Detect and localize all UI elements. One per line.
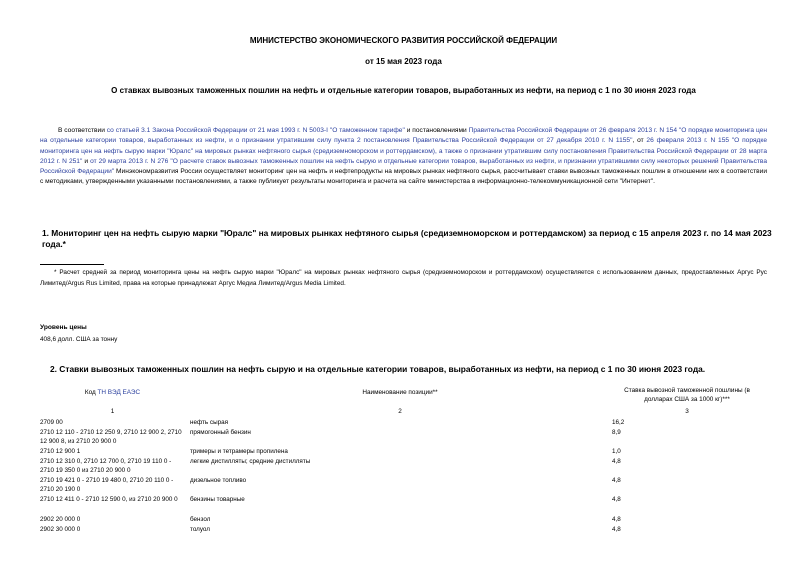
- row-2-name: прямогонный бензин: [190, 429, 251, 436]
- row-6-name: бензины товарные: [190, 496, 245, 503]
- law-link[interactable]: со статьей 3.1 Закона Российской Федерации от 21 мая 1993 г. N 5003-I "О таможенном тарифе": [106, 127, 405, 134]
- row-1-name: нефть сырая: [190, 419, 229, 426]
- intro-text-2: и постановлениями: [404, 127, 469, 134]
- col-number-3: 3: [685, 408, 689, 415]
- footnote: * Расчет средней за период мониторинга цены на нефть сырую марки "Юралс" на мировых рынках нефтяного сырья (средиземноморском и роттердамском) осуществляется с использованием данных, предоставленных Аргус Рус Лимитед/Argus Rus Limited, права на которые принадлежат Аргус Медиа Лимитед/Argus Media Limited.: [40, 269, 767, 287]
- document-date: от 15 мая 2023 года: [365, 57, 442, 66]
- intro-text-3: , от: [632, 137, 647, 145]
- row-2-rate: 8,9: [612, 429, 621, 436]
- col-number-2: 2: [398, 408, 402, 415]
- row-2-code: 2710 12 110 - 2710 12 250 9, 2710 12 900 2, 2710 12 900 8, из 2710 20 900 0: [40, 429, 182, 445]
- row-1-code: 2709 00: [40, 419, 63, 426]
- col-number-1: 1: [110, 408, 115, 415]
- row-3-name: тримеры и тетрамеры пропилена: [190, 448, 288, 455]
- row-4-rate: 4,8: [612, 458, 621, 465]
- resolution-276-link[interactable]: от 29 марта 2013 г. N 276 "О расчете ставок вывозных таможенных пошлин на нефть сырую и отдельные категории товаров, выработанных из нефти, и признании утратившими силу некоторых решений Правительства Российской Федерации": [40, 157, 767, 176]
- resolution-154-link[interactable]: Правительства Российской Федерации от 26 февраля 2013 г. N 154 "О порядке мониторинга цен на отдельные категории товаров, выработанных из нефти, и о признании утратившим силу пункта 2 постановления Правительства Российской Федерации от 27 декабря 2010 г. N 1155": [40, 127, 767, 145]
- section-2-heading: 2. Ставки вывозных таможенных пошлин на нефть сырую и на отдельные категории товаров, выработанных из нефти, на период с 1 по 30 июня 2023 года.: [50, 364, 706, 374]
- row-6-rate: 4,8: [612, 496, 621, 503]
- row-3-code: 2710 12 900 1: [40, 448, 81, 455]
- row-5-rate: 4,8: [612, 477, 621, 484]
- row-7-name: бензол: [190, 516, 211, 523]
- col-header-code-prefix: Код: [84, 389, 98, 396]
- footnote-divider: [40, 264, 104, 265]
- col-header-name: Наименование позиции**: [362, 389, 438, 396]
- document-title: О ставках вывозных таможенных пошлин на нефть и отдельные категории товаров, выработанных из нефти, на период с 1 по 30 июня 2023 года: [111, 86, 696, 95]
- tn-ved-link[interactable]: ТН ВЭД ЕАЭС: [97, 389, 141, 396]
- row-1-rate: 16,2: [612, 419, 625, 426]
- ministry-title: МИНИСТЕРСТВО ЭКОНОМИЧЕСКОГО РАЗВИТИЯ РОССИЙСКОЙ ФЕДЕРАЦИИ: [249, 36, 558, 45]
- row-8-rate: 4,8: [612, 526, 621, 533]
- intro-text-1: В соответствии: [58, 127, 107, 134]
- row-5-name: дизельное топливо: [190, 477, 247, 484]
- intro-paragraph: [40, 126, 767, 188]
- row-3-rate: 1,0: [612, 448, 621, 455]
- row-8-code: 2902 30 000 0: [40, 526, 81, 533]
- row-4-name: легкие дистилляты; средние дистилляты: [190, 458, 311, 465]
- intro-text-5: Минэкономразвития России осуществляет мониторинг цен на нефть и нефтепродукты на мировых рынках нефтяного сырья, рассчитывает ставки вывозных таможенных пошлин в отношении них в соответствии с методиками, утвержденными указанными постановлениями, а также публикует результаты мониторинга и расчета на сайте министерства в информационно-телекоммуникационной сети "Интернет".: [40, 168, 768, 186]
- row-7-rate: 4,8: [612, 516, 621, 523]
- section-1-heading: 1. Мониторинг цен на нефть сырую марки "Юралс" на мировых рынках нефтяного сырья (средиземноморском и роттердамском) за период с 15 апреля 2023 г. по 14 мая 2023 года.*: [42, 228, 772, 249]
- col-header-rate: Ставка вывозной таможенной пошлины (в долларах США за 1000 кг)***: [624, 387, 750, 403]
- row-8-name: толуол: [190, 526, 210, 533]
- row-5-code: 2710 19 421 0 - 2710 19 480 0, 2710 20 110 0 - 2710 20 190 0: [40, 477, 174, 493]
- price-level-value: 408,6 долл. США за тонну: [40, 336, 118, 343]
- row-6-code: 2710 12 411 0 - 2710 12 590 0, из 2710 20 900 0: [40, 496, 178, 503]
- row-7-code: 2902 20 000 0: [40, 516, 81, 523]
- resolution-155-link[interactable]: 26 февраля 2013 г. N 155 "О порядке мониторинга цен на нефть сырую марки "Юралс" на мировых рынках нефтяного сырья (средиземноморском и роттердамском), а также о признании утратившим силу постановления Правительства Российской Федерации от 28 марта 2012 г. N 251": [40, 137, 767, 165]
- intro-text-4: и: [82, 157, 91, 165]
- col-header-code: [40, 388, 185, 397]
- price-level-label: Уровень цены: [40, 324, 87, 331]
- row-4-code: 2710 12 310 0, 2710 12 700 0, 2710 19 110 0 - 2710 19 350 0 из 2710 20 900 0: [40, 458, 172, 474]
